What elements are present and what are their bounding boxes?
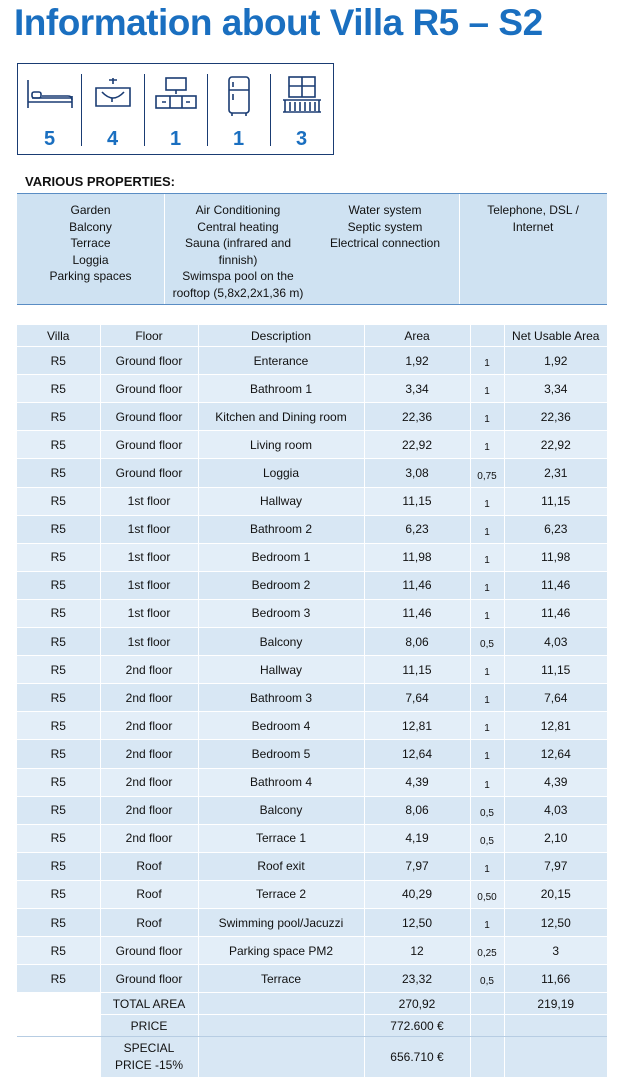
table-row bbox=[17, 656, 607, 684]
coefficient-cell: 0,25 bbox=[470, 937, 504, 965]
net-area-cell: 11,15 bbox=[504, 656, 607, 684]
floor-cell: Ground floor bbox=[100, 431, 198, 459]
floor-cell: Ground floor bbox=[100, 375, 198, 403]
description-cell: Balcony bbox=[198, 628, 364, 656]
area-cell: 8,06 bbox=[364, 628, 470, 656]
net-area-cell: 12,81 bbox=[504, 712, 607, 740]
net-area-cell: 2,31 bbox=[504, 459, 607, 487]
coefficient-cell: 1 bbox=[470, 375, 504, 403]
coefficient-cell: 0,5 bbox=[470, 965, 504, 993]
table-row bbox=[17, 571, 607, 599]
table-row bbox=[17, 684, 607, 712]
area-cell: 22,36 bbox=[364, 403, 470, 431]
area-cell: 8,06 bbox=[364, 796, 470, 824]
table-row bbox=[17, 459, 607, 487]
villa-cell: R5 bbox=[17, 515, 100, 543]
floor-cell: 1st floor bbox=[100, 487, 198, 515]
description-cell: Bathroom 2 bbox=[198, 515, 364, 543]
area-cell: 12,81 bbox=[364, 712, 470, 740]
area-cell: 6,23 bbox=[364, 515, 470, 543]
kitchen-icon bbox=[152, 74, 200, 118]
properties-column-1: Garden Balcony Terrace Loggia Parking spaces bbox=[49, 203, 132, 283]
special-price-value: 656.710 € bbox=[364, 1037, 470, 1078]
price-value: 772.600 € bbox=[364, 1015, 470, 1037]
coefficient-cell: 1 bbox=[470, 852, 504, 880]
villa-cell: R5 bbox=[17, 768, 100, 796]
coefficient-cell: 1 bbox=[470, 599, 504, 627]
header-floor: Floor bbox=[100, 325, 198, 347]
description-cell: Kitchen and Dining room bbox=[198, 403, 364, 431]
description-cell: Bedroom 1 bbox=[198, 543, 364, 571]
properties-column-3: Water system Septic system Electrical connection bbox=[329, 203, 441, 250]
area-cell: 11,15 bbox=[364, 656, 470, 684]
villa-cell: R5 bbox=[17, 571, 100, 599]
description-cell: Bedroom 4 bbox=[198, 712, 364, 740]
special-price-row bbox=[17, 1037, 607, 1078]
net-area-cell: 1,92 bbox=[504, 347, 607, 375]
description-cell: Hallway bbox=[198, 487, 364, 515]
table-row bbox=[17, 740, 607, 768]
floor-cell: 1st floor bbox=[100, 515, 198, 543]
refrigerator-count: 1 bbox=[207, 64, 270, 154]
table-row bbox=[17, 599, 607, 627]
area-cell: 12,64 bbox=[364, 740, 470, 768]
area-cell: 12 bbox=[364, 937, 470, 965]
floor-cell: 1st floor bbox=[100, 543, 198, 571]
total-row bbox=[17, 993, 607, 1015]
coefficient-cell: 0,5 bbox=[470, 824, 504, 852]
total-area: 270,92 bbox=[364, 993, 470, 1015]
area-cell: 4,19 bbox=[364, 824, 470, 852]
villa-cell: R5 bbox=[17, 684, 100, 712]
villa-cell: R5 bbox=[17, 937, 100, 965]
description-cell: Bedroom 3 bbox=[198, 599, 364, 627]
villa-cell: R5 bbox=[17, 375, 100, 403]
special-price-label: SPECIAL PRICE -15% bbox=[100, 1037, 198, 1078]
coefficient-cell: 1 bbox=[470, 656, 504, 684]
floor-cell: Roof bbox=[100, 908, 198, 936]
area-cell: 7,64 bbox=[364, 684, 470, 712]
description-cell: Balcony bbox=[198, 796, 364, 824]
properties-column-2: Air Conditioning Central heating Sauna (infrared and finnish) Swimspa pool on the rooftop (5,8x2,2x1,36 m) bbox=[172, 203, 304, 300]
net-area-cell: 7,64 bbox=[504, 684, 607, 712]
net-area-cell: 11,15 bbox=[504, 487, 607, 515]
villa-cell: R5 bbox=[17, 908, 100, 936]
net-area-cell: 12,64 bbox=[504, 740, 607, 768]
coefficient-cell: 1 bbox=[470, 712, 504, 740]
terrace-icon bbox=[279, 74, 325, 120]
table-row bbox=[17, 375, 607, 403]
description-cell: Bedroom 5 bbox=[198, 740, 364, 768]
coefficient-cell: 1 bbox=[470, 768, 504, 796]
page-title: Information about Villa R5 – S2 bbox=[14, 2, 543, 43]
floor-cell: 2nd floor bbox=[100, 712, 198, 740]
description-cell: Bedroom 2 bbox=[198, 571, 364, 599]
area-cell: 4,39 bbox=[364, 768, 470, 796]
area-cell: 7,97 bbox=[364, 852, 470, 880]
refrigerator-icon bbox=[221, 74, 257, 120]
header-villa: Villa bbox=[17, 325, 100, 347]
table-row bbox=[17, 824, 607, 852]
villa-cell: R5 bbox=[17, 852, 100, 880]
bathroom-count: 4 bbox=[81, 64, 144, 154]
description-cell: Swimming pool/Jacuzzi bbox=[198, 908, 364, 936]
description-cell: Terrace bbox=[198, 965, 364, 993]
description-cell: Enterance bbox=[198, 347, 364, 375]
total-net-area: 219,19 bbox=[504, 993, 607, 1015]
coefficient-cell: 1 bbox=[470, 571, 504, 599]
table-row bbox=[17, 937, 607, 965]
coefficient-cell: 1 bbox=[470, 487, 504, 515]
table-row bbox=[17, 768, 607, 796]
villa-cell: R5 bbox=[17, 628, 100, 656]
bathroom-sink-icon bbox=[90, 74, 136, 118]
description-cell: Bathroom 4 bbox=[198, 768, 364, 796]
net-area-cell: 22,92 bbox=[504, 431, 607, 459]
price-row bbox=[17, 1015, 607, 1037]
properties-column-4: Telephone, DSL / Internet bbox=[487, 203, 579, 234]
floor-cell: 2nd floor bbox=[100, 768, 198, 796]
table-row bbox=[17, 628, 607, 656]
price-label: PRICE bbox=[100, 1015, 198, 1037]
area-cell: 11,46 bbox=[364, 571, 470, 599]
villa-cell: R5 bbox=[17, 880, 100, 908]
villa-cell: R5 bbox=[17, 656, 100, 684]
net-area-cell: 7,97 bbox=[504, 852, 607, 880]
floor-cell: 2nd floor bbox=[100, 824, 198, 852]
coefficient-cell: 1 bbox=[470, 431, 504, 459]
floor-cell: Ground floor bbox=[100, 459, 198, 487]
table-row bbox=[17, 852, 607, 880]
area-cell: 3,34 bbox=[364, 375, 470, 403]
description-cell: Bathroom 1 bbox=[198, 375, 364, 403]
floor-cell: 1st floor bbox=[100, 599, 198, 627]
net-area-cell: 4,39 bbox=[504, 768, 607, 796]
description-cell: Terrace 1 bbox=[198, 824, 364, 852]
villa-cell: R5 bbox=[17, 796, 100, 824]
coefficient-cell: 0,75 bbox=[470, 459, 504, 487]
net-area-cell: 22,36 bbox=[504, 403, 607, 431]
villa-cell: R5 bbox=[17, 459, 100, 487]
floor-cell: Ground floor bbox=[100, 937, 198, 965]
area-cell: 23,32 bbox=[364, 965, 470, 993]
bedroom-count: 5 bbox=[18, 64, 81, 154]
floor-cell: 2nd floor bbox=[100, 796, 198, 824]
header-coefficient bbox=[470, 325, 504, 347]
net-area-cell: 6,23 bbox=[504, 515, 607, 543]
coefficient-cell: 1 bbox=[470, 908, 504, 936]
area-cell: 1,92 bbox=[364, 347, 470, 375]
table-row bbox=[17, 515, 607, 543]
floor-cell: 2nd floor bbox=[100, 656, 198, 684]
header-description: Description bbox=[198, 325, 364, 347]
floor-cell: Ground floor bbox=[100, 965, 198, 993]
properties-label: VARIOUS PROPERTIES: bbox=[25, 174, 176, 189]
net-area-cell: 2,10 bbox=[504, 824, 607, 852]
villa-cell: R5 bbox=[17, 824, 100, 852]
area-table bbox=[17, 325, 607, 1078]
net-area-cell: 11,66 bbox=[504, 965, 607, 993]
area-cell: 11,98 bbox=[364, 543, 470, 571]
floor-cell: Roof bbox=[100, 880, 198, 908]
coefficient-cell: 0,5 bbox=[470, 628, 504, 656]
header-area: Area bbox=[364, 325, 470, 347]
table-row bbox=[17, 712, 607, 740]
area-cell: 11,15 bbox=[364, 487, 470, 515]
terrace-count: 3 bbox=[270, 64, 333, 154]
net-area-cell: 11,46 bbox=[504, 599, 607, 627]
properties-box bbox=[17, 193, 607, 305]
villa-cell: R5 bbox=[17, 712, 100, 740]
table-row bbox=[17, 880, 607, 908]
coefficient-cell: 0,5 bbox=[470, 796, 504, 824]
coefficient-cell: 1 bbox=[470, 347, 504, 375]
table-row bbox=[17, 431, 607, 459]
net-area-cell: 3,34 bbox=[504, 375, 607, 403]
villa-cell: R5 bbox=[17, 487, 100, 515]
villa-cell: R5 bbox=[17, 965, 100, 993]
area-cell: 11,46 bbox=[364, 599, 470, 627]
villa-cell: R5 bbox=[17, 599, 100, 627]
description-cell: Terrace 2 bbox=[198, 880, 364, 908]
header-net-usable-area: Net Usable Area bbox=[504, 325, 607, 347]
floor-cell: Ground floor bbox=[100, 347, 198, 375]
floor-cell: 2nd floor bbox=[100, 740, 198, 768]
area-cell: 40,29 bbox=[364, 880, 470, 908]
description-cell: Parking space PM2 bbox=[198, 937, 364, 965]
area-cell: 3,08 bbox=[364, 459, 470, 487]
villa-cell: R5 bbox=[17, 543, 100, 571]
villa-cell: R5 bbox=[17, 740, 100, 768]
coefficient-cell: 1 bbox=[470, 684, 504, 712]
coefficient-cell: 1 bbox=[470, 543, 504, 571]
description-cell: Roof exit bbox=[198, 852, 364, 880]
floor-cell: Roof bbox=[100, 852, 198, 880]
net-area-cell: 20,15 bbox=[504, 880, 607, 908]
coefficient-cell: 0,50 bbox=[470, 880, 504, 908]
net-area-cell: 4,03 bbox=[504, 628, 607, 656]
area-cell: 22,92 bbox=[364, 431, 470, 459]
floor-cell: 2nd floor bbox=[100, 684, 198, 712]
table-header-row bbox=[17, 325, 607, 347]
table-row bbox=[17, 965, 607, 993]
coefficient-cell: 1 bbox=[470, 403, 504, 431]
table-row bbox=[17, 347, 607, 375]
table-row bbox=[17, 908, 607, 936]
description-cell: Living room bbox=[198, 431, 364, 459]
net-area-cell: 11,98 bbox=[504, 543, 607, 571]
net-area-cell: 3 bbox=[504, 937, 607, 965]
description-cell: Bathroom 3 bbox=[198, 684, 364, 712]
bed-icon bbox=[24, 74, 76, 118]
coefficient-cell: 1 bbox=[470, 740, 504, 768]
room-count-box bbox=[17, 63, 334, 155]
villa-cell: R5 bbox=[17, 347, 100, 375]
floor-cell: 1st floor bbox=[100, 571, 198, 599]
table-row bbox=[17, 543, 607, 571]
coefficient-cell: 1 bbox=[470, 515, 504, 543]
floor-cell: Ground floor bbox=[100, 403, 198, 431]
net-area-cell: 4,03 bbox=[504, 796, 607, 824]
total-label: TOTAL AREA bbox=[100, 993, 198, 1015]
table-row bbox=[17, 796, 607, 824]
villa-cell: R5 bbox=[17, 431, 100, 459]
net-area-cell: 12,50 bbox=[504, 908, 607, 936]
area-cell: 12,50 bbox=[364, 908, 470, 936]
table-row bbox=[17, 403, 607, 431]
villa-cell: R5 bbox=[17, 403, 100, 431]
table-row bbox=[17, 487, 607, 515]
description-cell: Hallway bbox=[198, 656, 364, 684]
net-area-cell: 11,46 bbox=[504, 571, 607, 599]
floor-cell: 1st floor bbox=[100, 628, 198, 656]
description-cell: Loggia bbox=[198, 459, 364, 487]
kitchen-count: 1 bbox=[144, 64, 207, 154]
